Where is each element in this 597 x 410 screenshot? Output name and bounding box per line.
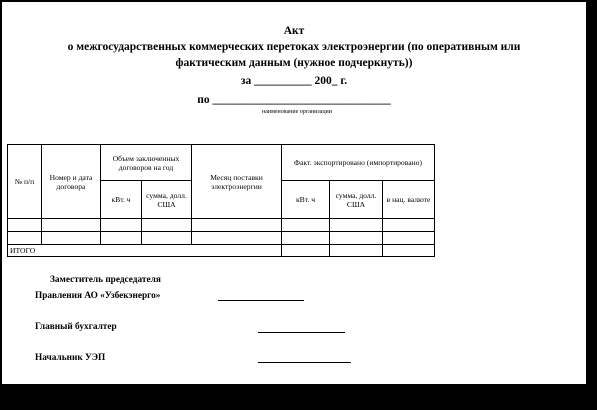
table-row [8,219,435,232]
deputy-title-line2: Правления АО «Узбекэнерго» [35,291,161,301]
header-num: № п/п [8,145,42,219]
header-fact: Факт. экспортировано (импортировано) [282,145,435,181]
organization-caption: наименование организации [262,109,332,115]
total-label: ИТОГО [8,245,282,257]
header-fact-national: в нац. валюте [383,181,435,219]
header-kwh: кВт. ч [101,181,142,219]
organization-line: по _______________________________ [197,94,391,106]
document-subtitle-line2: фактическим данным (нужное подчеркнуть)) [175,57,413,69]
table-row [8,232,435,245]
document-page [2,2,586,384]
head-uep-title: Начальник УЭП [35,353,106,363]
header-sum-usd: сумма, долл. США [142,181,192,219]
deputy-title-line1: Заместитель председателя [50,275,161,285]
header-month: Месяц поставки электроэнергии [192,145,282,219]
chief-accountant-signature-line [258,332,345,333]
period-line: за __________ 200_ г. [240,75,348,87]
document-title: Акт [283,25,305,37]
head-uep-signature-line [258,362,351,363]
report-table [7,144,435,257]
header-volume: Объем заключенных договоров на год [101,145,192,181]
chief-accountant-title: Главный бухгалтер [35,322,117,332]
header-contract: Номер и дата договора [42,145,101,219]
header-fact-sum-usd: сумма, долл. США [330,181,383,219]
header-fact-kwh: кВт. ч [282,181,330,219]
deputy-signature-line [218,300,304,301]
document-subtitle-line1: о межгосударственных коммерческих перетоках электроэнергии (по оперативным или [67,41,521,53]
total-row [8,245,435,257]
